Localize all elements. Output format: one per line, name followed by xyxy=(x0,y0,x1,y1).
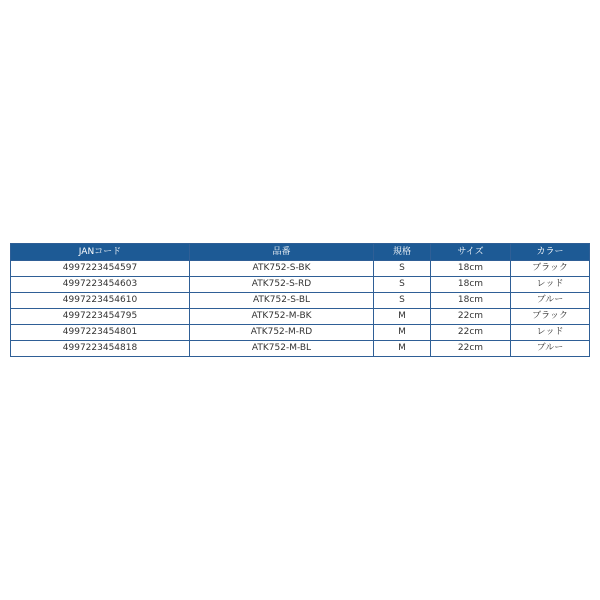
header-part-number: 品番 xyxy=(190,244,374,261)
cell-standard: M xyxy=(374,309,431,325)
cell-part-number: ATK752-S-RD xyxy=(190,277,374,293)
cell-jan-code: 4997223454818 xyxy=(11,341,190,357)
cell-size: 22cm xyxy=(431,309,511,325)
header-jan-code: JANコード xyxy=(11,244,190,261)
cell-color: ブルー xyxy=(511,293,590,309)
cell-part-number: ATK752-S-BL xyxy=(190,293,374,309)
cell-standard: S xyxy=(374,277,431,293)
cell-color: ブラック xyxy=(511,309,590,325)
cell-standard: M xyxy=(374,341,431,357)
table-row xyxy=(11,309,590,325)
cell-size: 22cm xyxy=(431,325,511,341)
cell-jan-code: 4997223454597 xyxy=(11,261,190,277)
cell-standard: S xyxy=(374,293,431,309)
table-header-row xyxy=(11,244,590,261)
cell-part-number: ATK752-S-BK xyxy=(190,261,374,277)
cell-part-number: ATK752-M-RD xyxy=(190,325,374,341)
product-spec-table xyxy=(10,243,590,357)
header-color: カラー xyxy=(511,244,590,261)
table-row xyxy=(11,293,590,309)
cell-size: 22cm xyxy=(431,341,511,357)
cell-part-number: ATK752-M-BK xyxy=(190,309,374,325)
cell-jan-code: 4997223454603 xyxy=(11,277,190,293)
table-row xyxy=(11,261,590,277)
cell-size: 18cm xyxy=(431,261,511,277)
cell-part-number: ATK752-M-BL xyxy=(190,341,374,357)
cell-jan-code: 4997223454795 xyxy=(11,309,190,325)
table-row xyxy=(11,277,590,293)
cell-color: ブラック xyxy=(511,261,590,277)
table-row xyxy=(11,325,590,341)
cell-jan-code: 4997223454801 xyxy=(11,325,190,341)
cell-size: 18cm xyxy=(431,293,511,309)
cell-standard: M xyxy=(374,325,431,341)
cell-jan-code: 4997223454610 xyxy=(11,293,190,309)
cell-color: ブルー xyxy=(511,341,590,357)
cell-color: レッド xyxy=(511,277,590,293)
cell-standard: S xyxy=(374,261,431,277)
header-size: サイズ xyxy=(431,244,511,261)
table-row xyxy=(11,341,590,357)
header-standard: 規格 xyxy=(374,244,431,261)
cell-size: 18cm xyxy=(431,277,511,293)
cell-color: レッド xyxy=(511,325,590,341)
